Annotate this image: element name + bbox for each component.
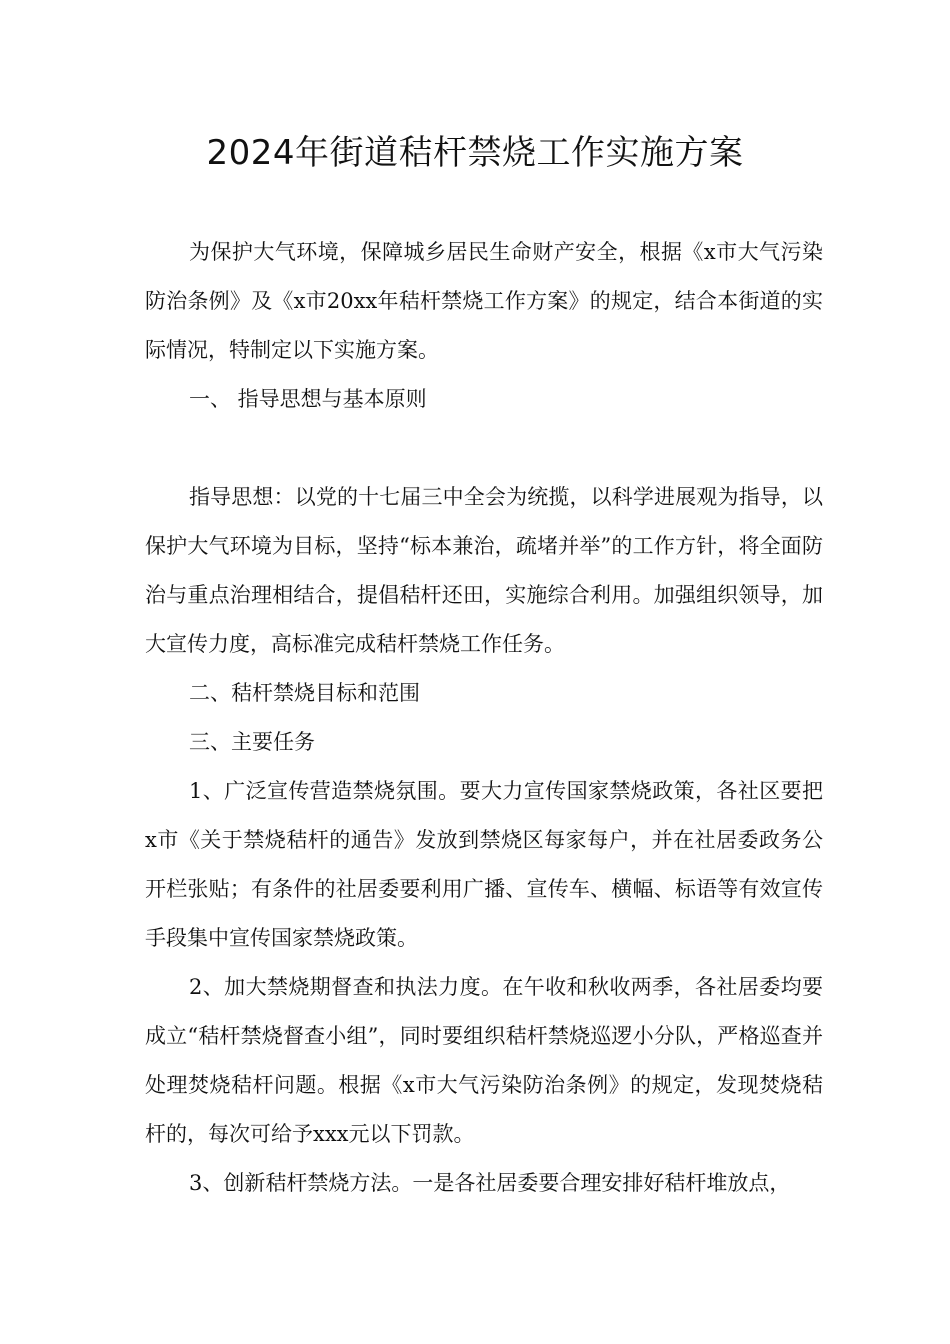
paragraph-task-1: 1、广泛宣传营造禁烧氛围。要大力宣传国家禁烧政策，各社区要把x市《关于禁烧秸杆的通告》发放到禁烧区每家每户，并在社居委政务公开栏张贴；有条件的社居委要利用广播、宣传车、横幅、标语等有效宣传手段集中宣传国家禁烧政策。 bbox=[145, 779, 823, 950]
paragraph-task-3: 3、创新秸杆禁烧方法。一是各社居委要合理安排好秸杆堆放点， bbox=[189, 1171, 791, 1195]
document-title: 2024年街道秸杆禁烧工作实施方案 bbox=[206, 133, 744, 173]
blank-line bbox=[145, 424, 823, 473]
paragraph-guiding-thought: 指导思想：以党的十七届三中全会为统揽，以科学进展观为指导，以保护大气环境为目标，坚持“标本兼治，疏堵并举”的工作方针，将全面防治与重点治理相结合，提倡秸杆还田，实施综合利用。加强组织领导，加大宣传力度，高标准完成秸杆禁烧工作任务。 bbox=[145, 485, 823, 656]
heading-guiding-principles: 一、 指导思想与基本原则 bbox=[189, 387, 427, 411]
paragraph-intro: 为保护大气环境，保障城乡居民生命财产安全，根据《x市大气污染防治条例》及《x市20xx年秸杆禁烧工作方案》的规定，结合本街道的实际情况，特制定以下实施方案。 bbox=[145, 240, 823, 362]
document-body bbox=[145, 228, 823, 1208]
heading-goals-scope: 二、秸杆禁烧目标和范围 bbox=[189, 681, 420, 705]
paragraph-task-2: 2、加大禁烧期督查和执法力度。在午收和秋收两季，各社居委均要成立“秸杆禁烧督查小组”，同时要组织秸杆禁烧巡逻小分队，严格巡查并处理焚烧秸杆问题。根据《x市大气污染防治条例》的规定，发现焚烧秸杆的，每次可给予xxx元以下罚款。 bbox=[145, 975, 823, 1146]
heading-main-tasks: 三、主要任务 bbox=[189, 730, 315, 754]
